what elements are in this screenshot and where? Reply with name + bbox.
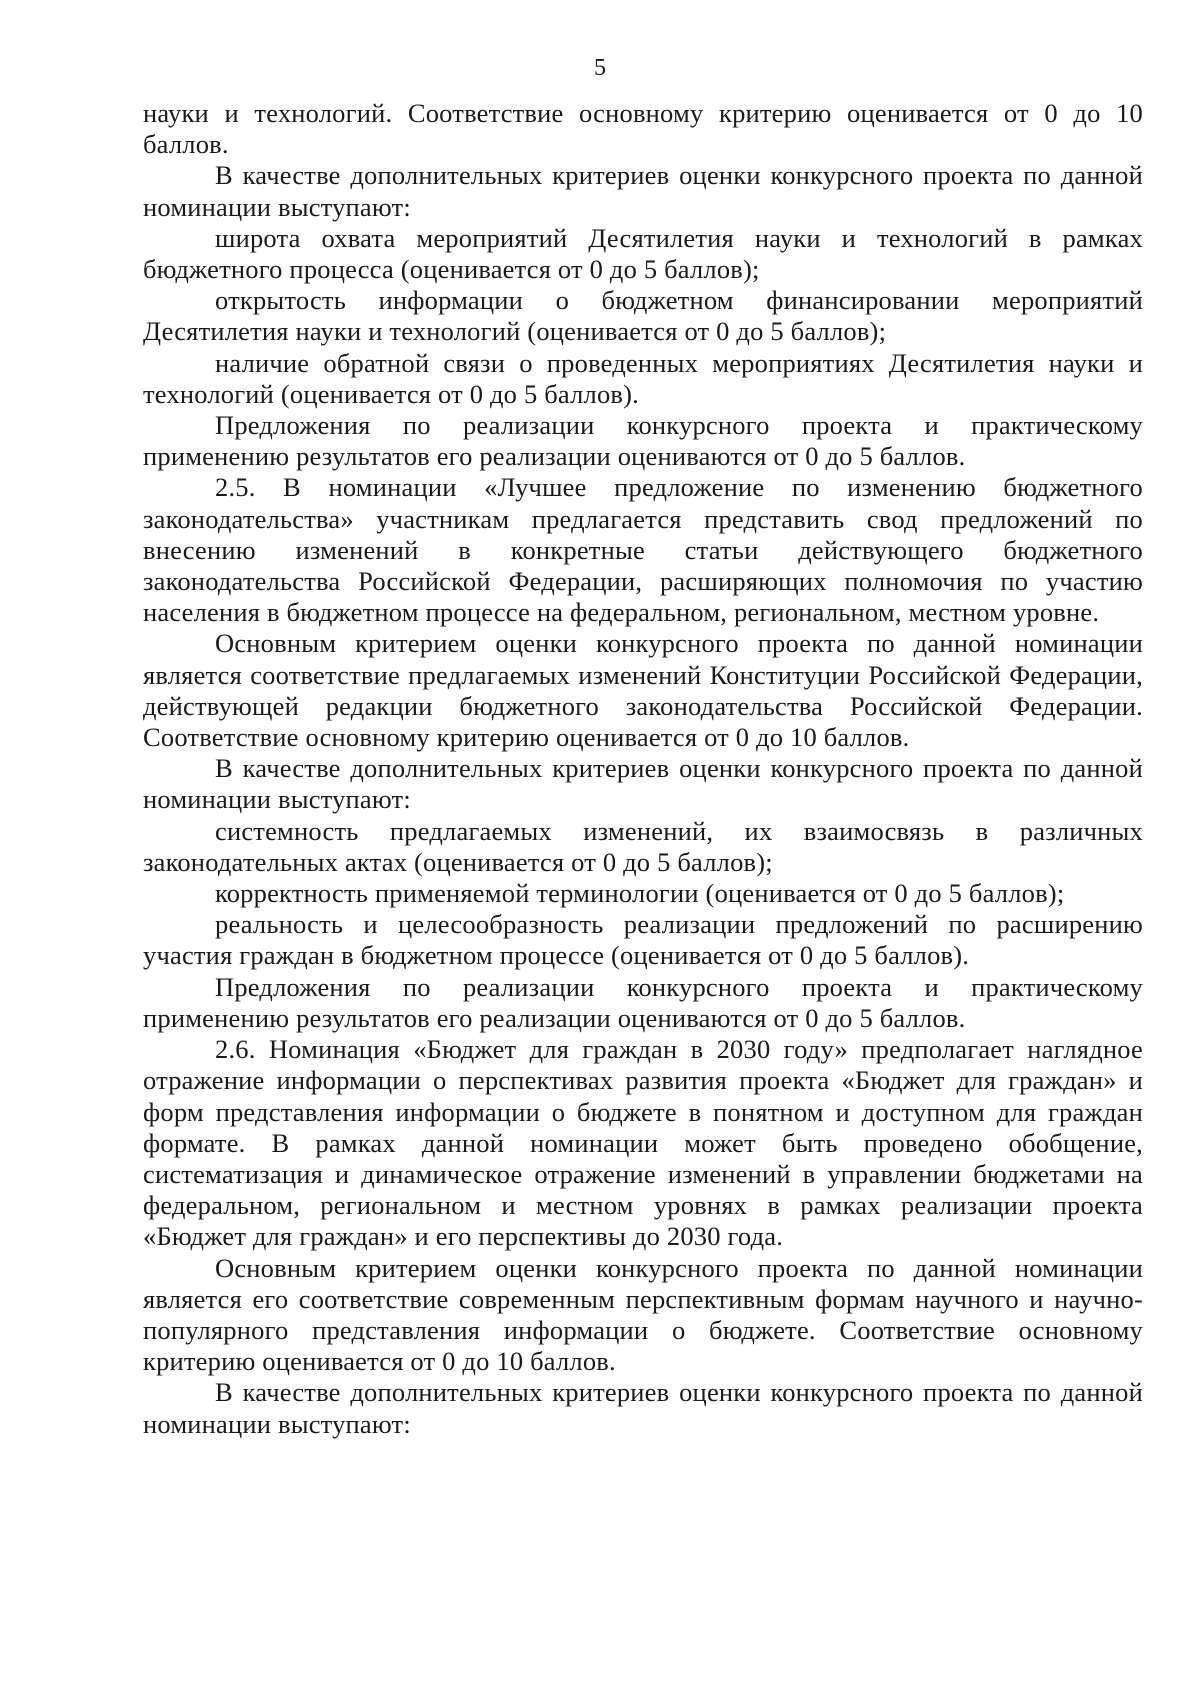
paragraph: науки и технологий. Соответствие основному критерию оценивается от 0 до 10 баллов. (143, 98, 1143, 160)
paragraph: 2.6. Номинация «Бюджет для граждан в 2030 году» предполагает наглядное отражение информации о перспективах развития проекта «Бюджет для граждан» и форм представления информации о бюджете в понятном и доступном для граждан формате. В рамках данной номинации может быть проведено обобщение, систематизация и динамическое отражение изменений в управлении бюджетами на федеральном, региональном и местном уровнях в рамках реализации проекта «Бюджет для граждан» и его перспективы до 2030 года. (143, 1034, 1143, 1252)
paragraph: Предложения по реализации конкурсного проекта и практическому применению результатов его реализации оцениваются от 0 до 5 баллов. (143, 971, 1143, 1033)
paragraph: В качестве дополнительных критериев оценки конкурсного проекта по данной номинации выступают: (143, 753, 1143, 815)
paragraph: корректность применяемой терминологии (оценивается от 0 до 5 баллов); (215, 878, 1065, 909)
paragraph: системность предлагаемых изменений, их взаимосвязь в различных законодательных актах (оценивается от 0 до 5 баллов); (143, 815, 1143, 877)
paragraph: реальность и целесообразность реализации предложений по расширению участия граждан в бюджетном процессе (оценивается от 0 до 5 баллов). (143, 909, 1143, 971)
paragraph: 2.5. В номинации «Лучшее предложение по изменению бюджетного законодательства» участникам предлагается представить свод предложений по внесению изменений в конкретные статьи действующего бюджетного законодательства Российской Федерации, расширяющих полномочия по участию населения в бюджетном процессе на федеральном, региональном, местном уровне. (143, 472, 1143, 628)
paragraph: Основным критерием оценки конкурсного проекта по данной номинации является соответствие предлагаемых изменений Конституции Российской Федерации, действующей редакции бюджетного законодательства Российской Федерации. Соответствие основному критерию оценивается от 0 до 10 баллов. (143, 628, 1143, 753)
paragraph: В качестве дополнительных критериев оценки конкурсного проекта по данной номинации выступают: (143, 160, 1143, 222)
page-number: 5 (594, 55, 606, 81)
paragraph: В качестве дополнительных критериев оценки конкурсного проекта по данной номинации выступают: (143, 1377, 1143, 1439)
paragraph: открытость информации о бюджетном финансировании мероприятий Десятилетия науки и технологий (оценивается от 0 до 5 баллов); (143, 285, 1143, 347)
paragraph: Основным критерием оценки конкурсного проекта по данной номинации является его соответствие современным перспективным формам научного и научно-популярного представления информации о бюджете. Соответствие основному критерию оценивается от 0 до 10 баллов. (143, 1252, 1143, 1377)
paragraph: широта охвата мероприятий Десятилетия науки и технологий в рамках бюджетного процесса (оценивается от 0 до 5 баллов); (143, 222, 1143, 285)
paragraph: Предложения по реализации конкурсного проекта и практическому применению результатов его реализации оцениваются от 0 до 5 баллов. (143, 410, 1143, 472)
paragraph: наличие обратной связи о проведенных мероприятиях Десятилетия науки и технологий (оценивается от 0 до 5 баллов). (143, 347, 1143, 409)
document-body (143, 98, 1143, 1440)
